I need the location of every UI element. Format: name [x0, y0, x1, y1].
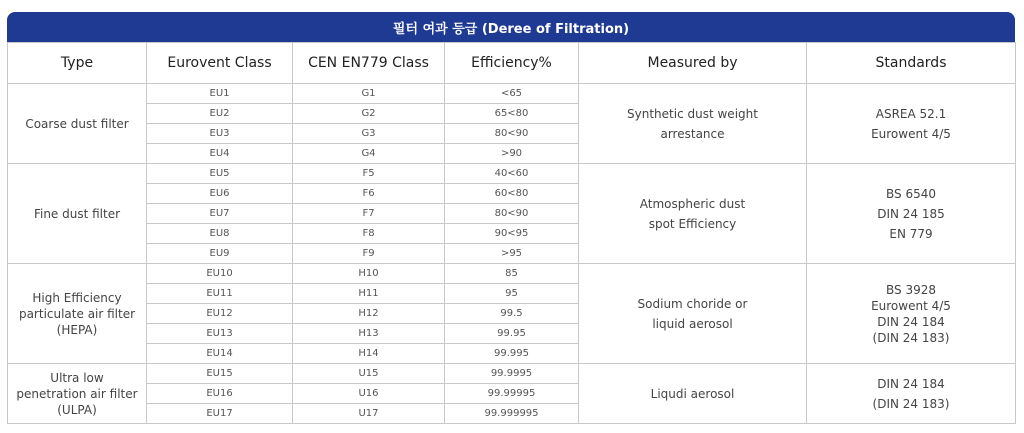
efficiency-cell: 99.99995 [445, 384, 579, 404]
cen-class-cell: U17 [293, 404, 445, 424]
cen-class-cell: F9 [293, 244, 445, 264]
cen-class-cell: G2 [293, 104, 445, 124]
efficiency-cell: 60<80 [445, 184, 579, 204]
cen-class-cell: F7 [293, 204, 445, 224]
standards-cell [807, 164, 1016, 264]
efficiency-cell: 99.95 [445, 324, 579, 344]
standards-cell-line: Eurowent 4/5 [871, 126, 951, 141]
table-row [8, 164, 1016, 184]
measured-by-cell-line: Atmospheric dust [639, 196, 746, 211]
efficiency-cell: 80<90 [445, 124, 579, 144]
standards-cell-line: BS 6540 [886, 186, 936, 201]
table-row [8, 84, 1016, 104]
cen-class-cell: H10 [293, 264, 445, 284]
efficiency-cell: 85 [445, 264, 579, 284]
standards-cell-line: DIN 24 185 [877, 206, 945, 221]
eurovent-class-cell: EU6 [147, 184, 293, 204]
eurovent-class-cell: EU10 [147, 264, 293, 284]
header-standards: Standards [807, 43, 1016, 84]
cen-class-cell: H11 [293, 284, 445, 304]
efficiency-cell: 99.5 [445, 304, 579, 324]
efficiency-cell: >90 [445, 144, 579, 164]
eurovent-class-cell: EU7 [147, 204, 293, 224]
header-eurovent-class: Eurovent Class [147, 43, 293, 84]
eurovent-class-cell: EU14 [147, 344, 293, 364]
filter-type-cell-line: High Efficiency [32, 290, 122, 305]
standards-cell-line: ASREA 52.1 [875, 106, 947, 121]
filter-type-cell-line: Coarse dust filter [25, 116, 129, 131]
efficiency-cell: 65<80 [445, 104, 579, 124]
filter-type-cell [8, 164, 147, 264]
efficiency-cell: 80<90 [445, 204, 579, 224]
measured-by-cell-line: Sodium choride or [637, 296, 748, 311]
header-cen-class: CEN EN779 Class [293, 43, 445, 84]
standards-cell [807, 264, 1016, 364]
measured-by-cell [579, 264, 807, 364]
cen-class-cell: U15 [293, 364, 445, 384]
standards-cell-line: DIN 24 184 [877, 376, 945, 391]
standards-cell-line: (DIN 24 183) [872, 330, 950, 345]
cen-class-cell: H14 [293, 344, 445, 364]
eurovent-class-cell: EU8 [147, 224, 293, 244]
filter-type-cell-line: (ULPA) [57, 402, 97, 417]
cen-class-cell: U16 [293, 384, 445, 404]
cen-class-cell: G3 [293, 124, 445, 144]
standards-cell-line: Eurowent 4/5 [871, 298, 951, 313]
header-efficiency: Efficiency% [445, 43, 579, 84]
cen-class-cell: F6 [293, 184, 445, 204]
eurovent-class-cell: EU11 [147, 284, 293, 304]
measured-by-cell-line: Liqudi aerosol [650, 386, 735, 401]
header-measured-by: Measured by [579, 43, 807, 84]
cen-class-cell: F8 [293, 224, 445, 244]
standards-cell-line: EN 779 [889, 226, 933, 241]
filtration-grade-panel [7, 12, 1015, 424]
header-type: Type [8, 43, 147, 84]
cen-class-cell: H12 [293, 304, 445, 324]
cen-class-cell: G1 [293, 84, 445, 104]
eurovent-class-cell: EU12 [147, 304, 293, 324]
table-row [8, 264, 1016, 284]
standards-cell [807, 364, 1016, 424]
filter-type-cell-line: Ultra low [50, 370, 104, 385]
filter-type-cell [8, 364, 147, 424]
cen-class-cell: G4 [293, 144, 445, 164]
filter-type-cell [8, 84, 147, 164]
efficiency-cell: 99.995 [445, 344, 579, 364]
measured-by-cell-line: arrestance [660, 126, 725, 141]
efficiency-cell: 90<95 [445, 224, 579, 244]
eurovent-class-cell: EU1 [147, 84, 293, 104]
measured-by-cell-line: liquid aerosol [652, 316, 733, 331]
measured-by-cell [579, 164, 807, 264]
efficiency-cell: >95 [445, 244, 579, 264]
measured-by-cell-line: Synthetic dust weight [627, 106, 758, 121]
eurovent-class-cell: EU9 [147, 244, 293, 264]
efficiency-cell: 99.999995 [445, 404, 579, 424]
efficiency-cell: <65 [445, 84, 579, 104]
eurovent-class-cell: EU4 [147, 144, 293, 164]
measured-by-cell [579, 364, 807, 424]
filtration-table [7, 42, 1016, 424]
cen-class-cell: H13 [293, 324, 445, 344]
filter-type-cell [8, 264, 147, 364]
standards-cell-line: (DIN 24 183) [872, 396, 950, 411]
eurovent-class-cell: EU2 [147, 104, 293, 124]
table-row [8, 364, 1016, 384]
measured-by-cell [579, 84, 807, 164]
table-title: 필터 여과 등급 (Deree of Filtration) [7, 12, 1015, 42]
eurovent-class-cell: EU13 [147, 324, 293, 344]
eurovent-class-cell: EU3 [147, 124, 293, 144]
efficiency-cell: 95 [445, 284, 579, 304]
eurovent-class-cell: EU17 [147, 404, 293, 424]
standards-cell-line: BS 3928 [886, 282, 936, 297]
standards-cell-line: DIN 24 184 [877, 314, 945, 329]
cen-class-cell: F5 [293, 164, 445, 184]
filter-type-cell-line: Fine dust filter [33, 206, 121, 221]
filter-type-cell-line: penetration air filter [16, 386, 138, 401]
standards-cell [807, 84, 1016, 164]
eurovent-class-cell: EU15 [147, 364, 293, 384]
efficiency-cell: 99.9995 [445, 364, 579, 384]
header-row [8, 43, 1016, 84]
eurovent-class-cell: EU5 [147, 164, 293, 184]
filter-type-cell-line: (HEPA) [56, 322, 98, 337]
efficiency-cell: 40<60 [445, 164, 579, 184]
measured-by-cell-line: spot Efficiency [648, 216, 737, 231]
filter-type-cell-line: particulate air filter [18, 306, 136, 321]
eurovent-class-cell: EU16 [147, 384, 293, 404]
table-body [8, 84, 1016, 424]
